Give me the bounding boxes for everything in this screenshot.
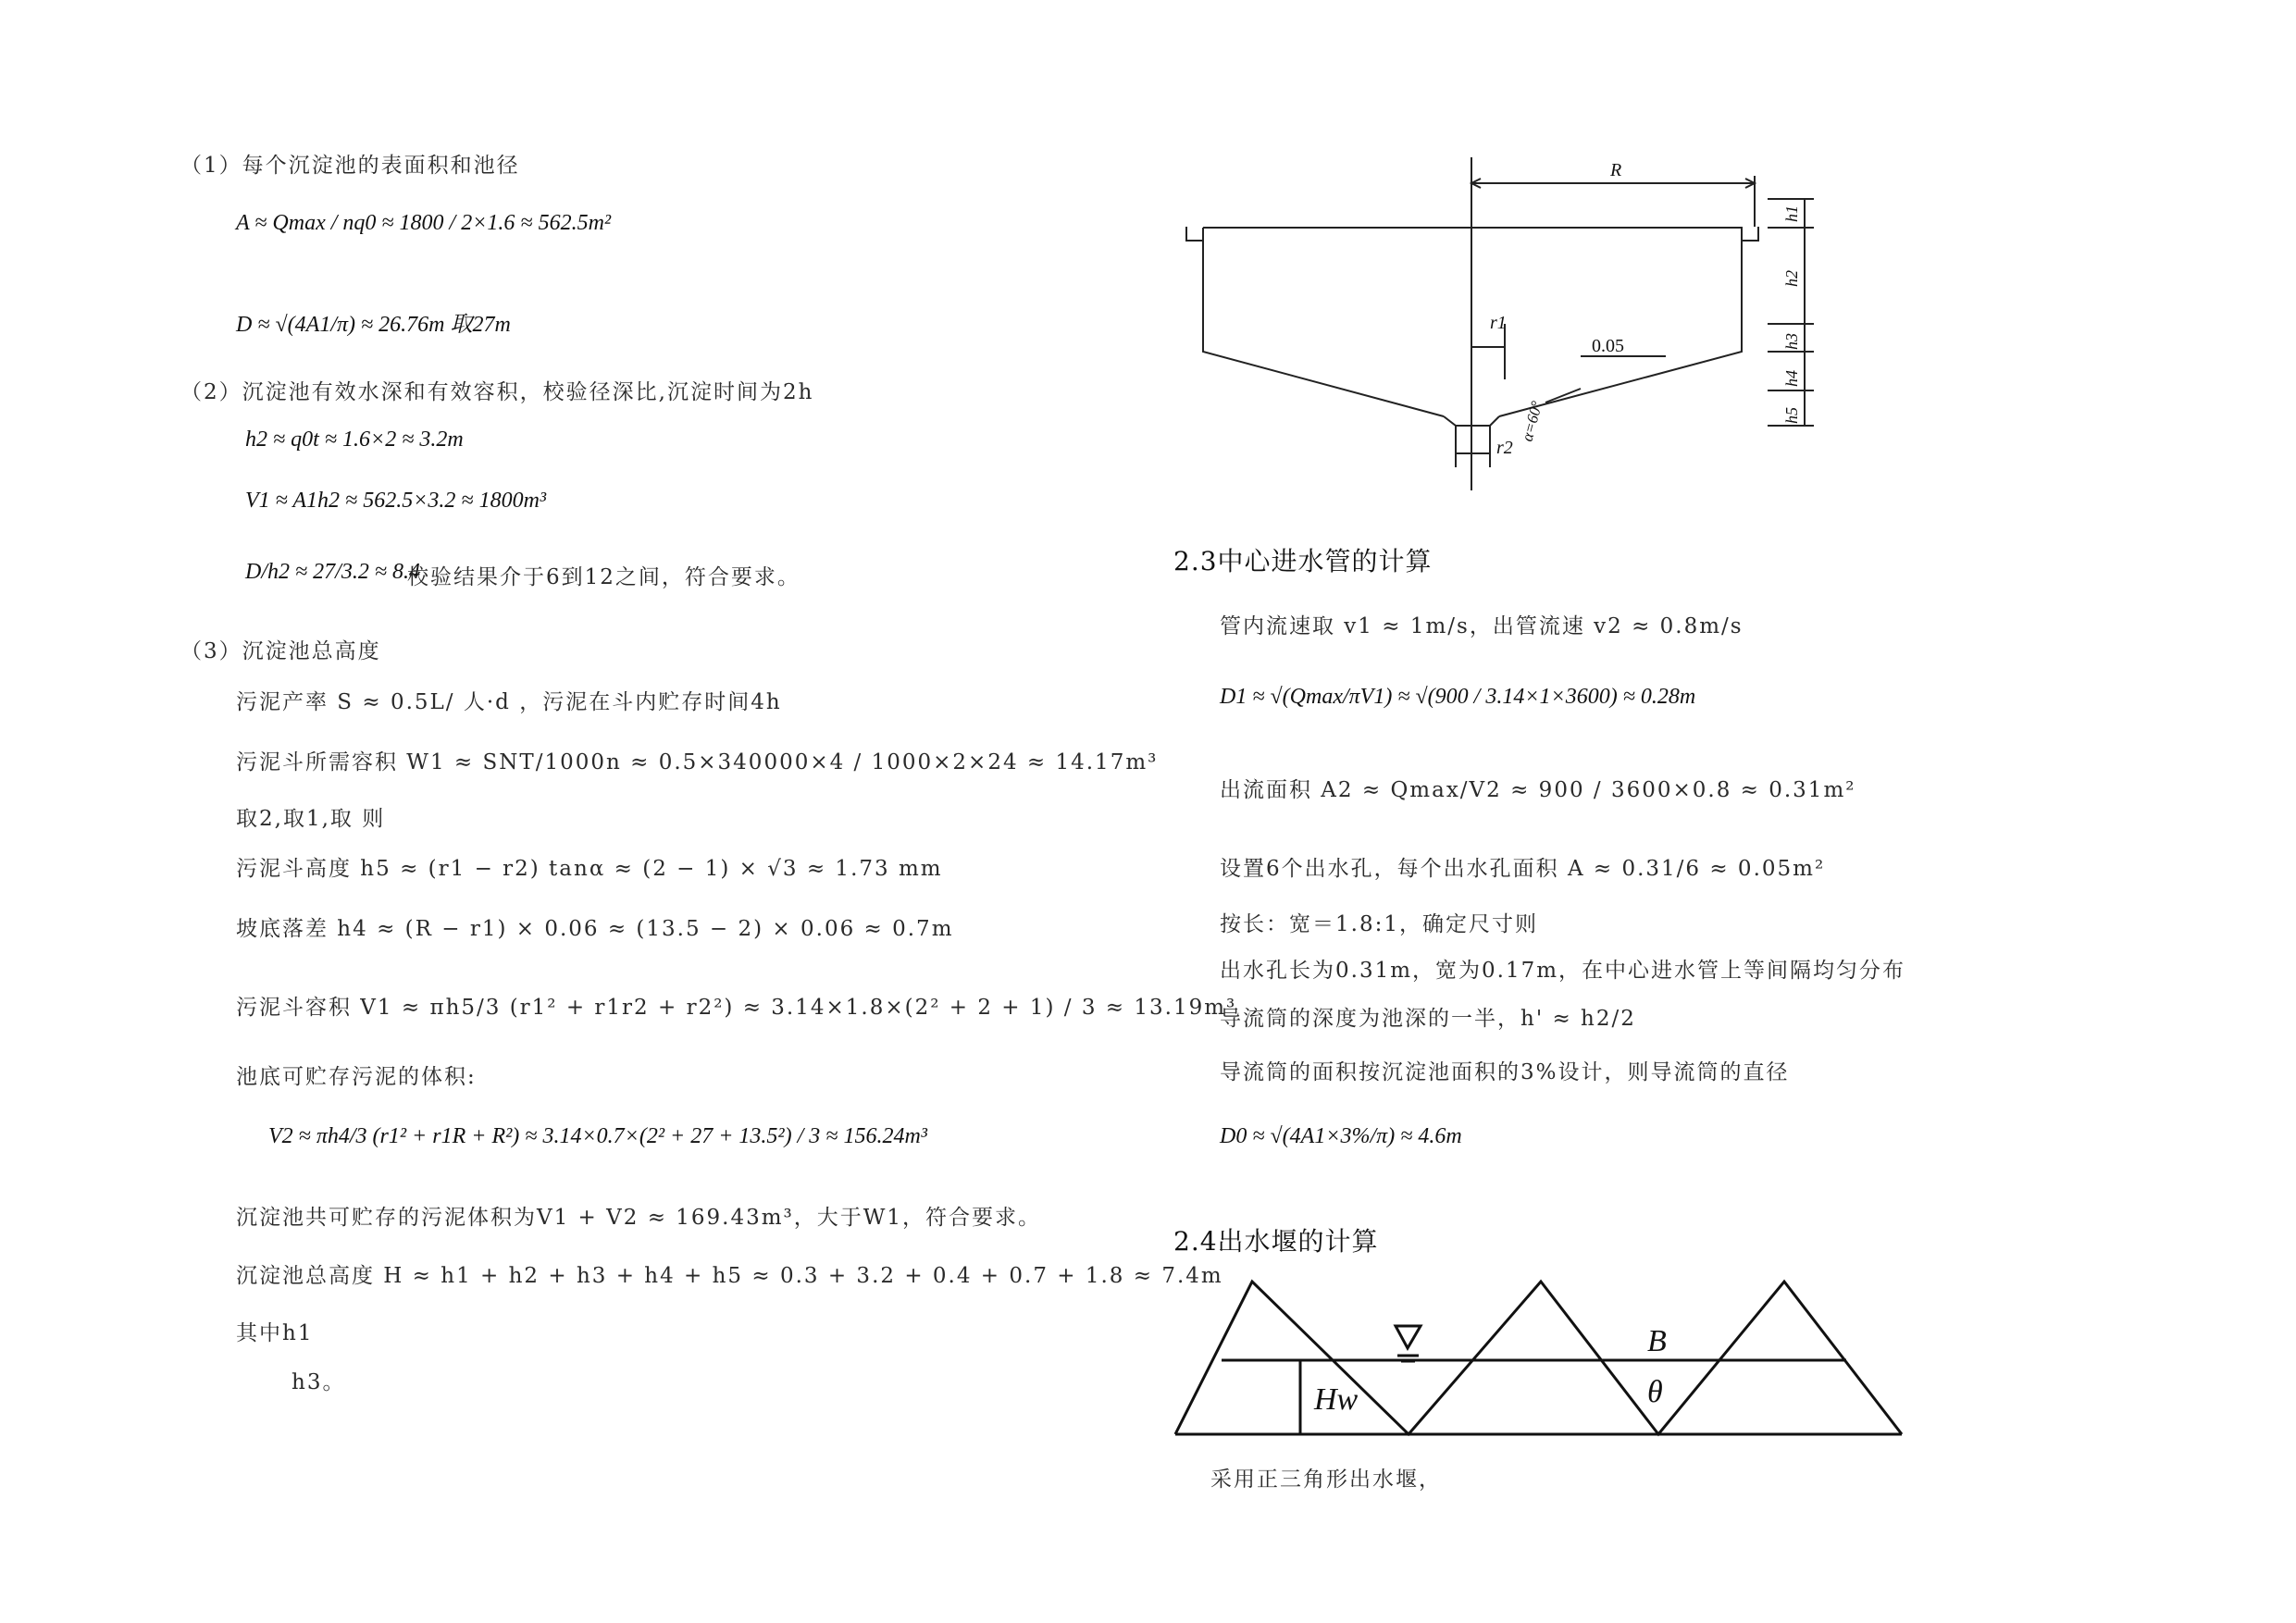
equation-D1: D1 ≈ √(Qmax/πV1) ≈ √(900 / 3.14×1×3600) ≈ 0.28m [1220, 685, 1696, 709]
section-2-heading: （2）沉淀池有效水深和有效容积，校验径深比,沉淀时间为2h [180, 380, 814, 404]
total-height-text: 沉淀池总高度 H ≈ h1 + h2 + h3 + h4 + h5 ≈ 0.3 + 3.2 + 0.4 + 0.7 + 1.8 ≈ 7.4m [236, 1264, 1223, 1288]
where-h3-text: h3。 [292, 1370, 346, 1394]
hopper-height-text: 污泥斗高度 h5 ≈ (r1 − r2) tanα ≈ (2 − 1) × √3 ≈ 1.73 mm [236, 857, 943, 881]
weir-note-text: 采用正三角形出水堰， [1210, 1468, 1442, 1492]
where-h1-text: 其中h1 [236, 1321, 314, 1345]
equation-depth: h2 ≈ q0t ≈ 1.6×2 ≈ 3.2m [245, 427, 464, 452]
label-slope: 0.05 [1592, 336, 1624, 356]
label-r2: r2 [1496, 438, 1513, 458]
label-h3: h3 [1782, 333, 1801, 350]
outflow-area-text: 出流面积 A2 ≈ Qmax/V2 ≈ 900 / 3600×0.8 ≈ 0.31m² [1220, 778, 1856, 802]
label-h4: h4 [1782, 370, 1801, 387]
triangular-weir-diagram [1166, 1272, 1906, 1453]
equation-ratio: D/h2 ≈ 27/3.2 ≈ 8.4 [245, 560, 421, 584]
section-1-heading: （1）每个沉淀池的表面积和池径 [180, 154, 520, 178]
label-Hw: Hw [1314, 1382, 1359, 1417]
label-h5: h5 [1782, 407, 1801, 424]
holes-text: 设置6个出水孔，每个出水孔面积 A ≈ 0.31/6 ≈ 0.05m² [1220, 857, 1826, 881]
label-alpha: α=60° [1518, 399, 1546, 444]
ratio-text: 按长：宽＝1.8:1，确定尺寸则 [1220, 912, 1538, 936]
equation-D0: D0 ≈ √(4A1×3%/π) ≈ 4.6m [1220, 1124, 1462, 1148]
bottom-store-text: 池底可贮存污泥的体积: [236, 1065, 477, 1089]
take-values-text: 取2,取1,取 则 [236, 807, 386, 831]
guide-area-text: 导流筒的面积按沉淀池面积的3%设计，则导流筒的直径 [1220, 1060, 1790, 1084]
section-2-3-title: 2.3中心进水管的计算 [1173, 546, 1433, 576]
total-store-text: 沉淀池共可贮存的污泥体积为V1 + V2 ≈ 169.43m³，大于W1，符合要求。 [236, 1206, 1042, 1230]
equation-V2: V2 ≈ πh4/3 (r1² + r1R + R²) ≈ 3.14×0.7×(2² + 27 + 13.5²) / 3 ≈ 156.24m³ [268, 1124, 927, 1148]
hopper-volume-V1-text: 污泥斗容积 V1 ≈ πh5/3 (r1² + r1r2 + r2²) ≈ 3.14×1.8×(2² + 2 + 1) / 3 ≈ 13.19m³ [236, 996, 1237, 1020]
sludge-rate-text: 污泥产率 S ≈ 0.5L/ 人·d ，污泥在斗内贮存时间4h [236, 690, 782, 714]
flow-speed-text: 管内流速取 v1 ≈ 1m/s，出管流速 v2 ≈ 0.8m/s [1220, 614, 1744, 638]
label-B: B [1647, 1324, 1667, 1358]
equation-diameter: D ≈ √(4A1/π) ≈ 26.76m 取27m [236, 313, 511, 337]
label-h1: h1 [1782, 205, 1801, 222]
label-h2: h2 [1782, 270, 1801, 287]
guide-depth-text: 导流筒的深度为池深的一半，h' ≈ h2/2 [1220, 1007, 1636, 1031]
equation-area: A ≈ Qmax / nq0 ≈ 1800 / 2×1.6 ≈ 562.5m² [236, 211, 612, 235]
ratio-note: 校验结果介于6到12之间，符合要求。 [407, 565, 800, 589]
label-r1: r1 [1490, 313, 1507, 333]
equation-volume: V1 ≈ A1h2 ≈ 562.5×3.2 ≈ 1800m³ [245, 489, 547, 513]
hole-size-text: 出水孔长为0.31m，宽为0.17m，在中心进水管上等间隔均匀分布 [1220, 959, 1906, 983]
section-2-4-title: 2.4出水堰的计算 [1173, 1226, 1379, 1257]
hopper-volume-text: 污泥斗所需容积 W1 ≈ SNT/1000n ≈ 0.5×340000×4 / 1000×2×24 ≈ 14.17m³ [236, 750, 1159, 774]
section-3-heading: （3）沉淀池总高度 [180, 639, 381, 663]
bottom-drop-text: 坡底落差 h4 ≈ (R − r1) × 0.06 ≈ (13.5 − 2) × 0.06 ≈ 0.7m [236, 917, 954, 941]
tank-cross-section-diagram [1166, 148, 1832, 500]
label-theta: θ [1647, 1375, 1663, 1409]
label-R: R [1610, 160, 1622, 180]
